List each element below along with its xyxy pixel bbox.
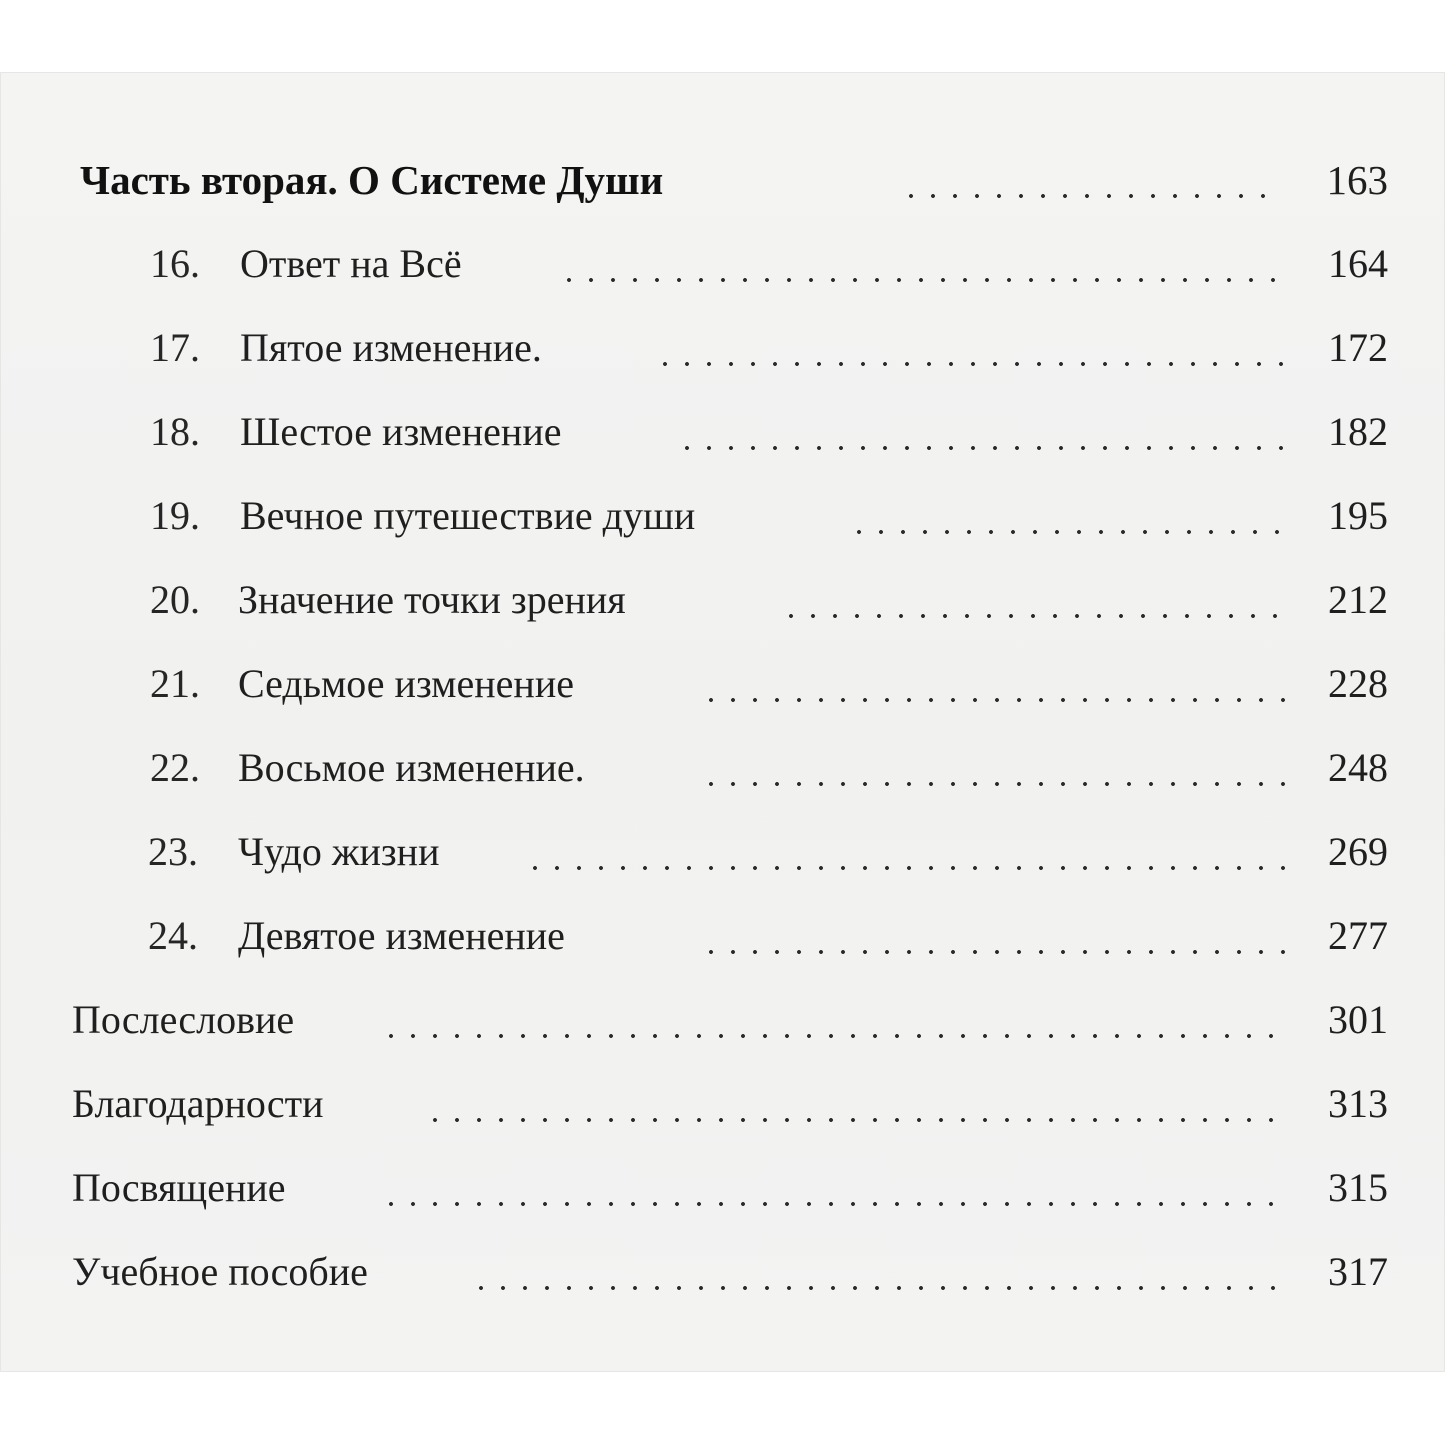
- dot-leader: [848, 530, 1290, 534]
- chapter-page-number: 164: [1328, 241, 1388, 286]
- chapter-number: 22.: [150, 745, 200, 790]
- part-title: Часть вторая. О Системе Души: [80, 157, 664, 203]
- chapter-page-number: 228: [1328, 661, 1388, 706]
- chapter-page-number: 172: [1328, 325, 1388, 370]
- dot-leader: [380, 1202, 1290, 1206]
- part-page-number: 163: [1326, 157, 1388, 203]
- backmatter-title: Благодарности: [72, 1081, 324, 1126]
- backmatter-page-number: 313: [1328, 1081, 1388, 1126]
- toc-chapter-entry: [0, 906, 1445, 966]
- toc-chapter-entry: [0, 402, 1445, 462]
- backmatter-title: Учебное пособие: [72, 1249, 368, 1294]
- dot-leader: [700, 782, 1290, 786]
- chapter-title: Пятое изменение.: [240, 325, 542, 370]
- dot-leader: [558, 278, 1290, 282]
- toc-backmatter-entry: [0, 1074, 1445, 1134]
- dot-leader: [780, 614, 1290, 618]
- dot-leader: [676, 446, 1290, 450]
- dot-leader: [654, 362, 1290, 366]
- dot-leader: [380, 1034, 1290, 1038]
- dot-leader: [900, 194, 1280, 198]
- toc-part-heading: [0, 150, 1445, 210]
- toc-backmatter-entry: [0, 1242, 1445, 1302]
- toc-chapter-entry: [0, 570, 1445, 630]
- chapter-page-number: 182: [1328, 409, 1388, 454]
- chapter-number: 21.: [150, 661, 200, 706]
- chapter-page-number: 195: [1328, 493, 1388, 538]
- dot-leader: [424, 1118, 1290, 1122]
- toc-chapter-entry: [0, 654, 1445, 714]
- chapter-title: Восьмое изменение.: [238, 745, 585, 790]
- chapter-title: Шестое изменение: [240, 409, 562, 454]
- chapter-number: 24.: [148, 913, 198, 958]
- chapter-page-number: 277: [1328, 913, 1388, 958]
- chapter-title: Вечное путешествие души: [240, 493, 696, 538]
- chapter-number: 20.: [150, 577, 200, 622]
- backmatter-title: Послесловие: [72, 997, 295, 1042]
- backmatter-page-number: 315: [1328, 1165, 1388, 1210]
- backmatter-page-number: 317: [1328, 1249, 1388, 1294]
- chapter-number: 17.: [150, 325, 200, 370]
- dot-leader: [524, 866, 1290, 870]
- dot-leader: [700, 698, 1290, 702]
- chapter-title: Чудо жизни: [238, 829, 440, 874]
- book-page: [0, 72, 1445, 1372]
- table-of-contents: [0, 72, 1445, 1372]
- toc-chapter-entry: [0, 822, 1445, 882]
- toc-chapter-entry: [0, 738, 1445, 798]
- chapter-title: Значение точки зрения: [238, 577, 626, 622]
- chapter-number: 19.: [150, 493, 200, 538]
- dot-leader: [470, 1286, 1290, 1290]
- chapter-page-number: 248: [1328, 745, 1388, 790]
- toc-chapter-entry: [0, 234, 1445, 294]
- toc-backmatter-entry: [0, 1158, 1445, 1218]
- chapter-number: 23.: [148, 829, 198, 874]
- chapter-number: 18.: [150, 409, 200, 454]
- chapter-title: Ответ на Всё: [240, 241, 462, 286]
- backmatter-title: Посвящение: [72, 1165, 286, 1210]
- chapter-page-number: 212: [1328, 577, 1388, 622]
- toc-chapter-entry: [0, 486, 1445, 546]
- chapter-title: Девятое изменение: [238, 913, 565, 958]
- toc-chapter-entry: [0, 318, 1445, 378]
- backmatter-page-number: 301: [1328, 997, 1388, 1042]
- dot-leader: [700, 950, 1290, 954]
- chapter-page-number: 269: [1328, 829, 1388, 874]
- toc-backmatter-entry: [0, 990, 1445, 1050]
- chapter-title: Седьмое изменение: [238, 661, 574, 706]
- chapter-number: 16.: [150, 241, 200, 286]
